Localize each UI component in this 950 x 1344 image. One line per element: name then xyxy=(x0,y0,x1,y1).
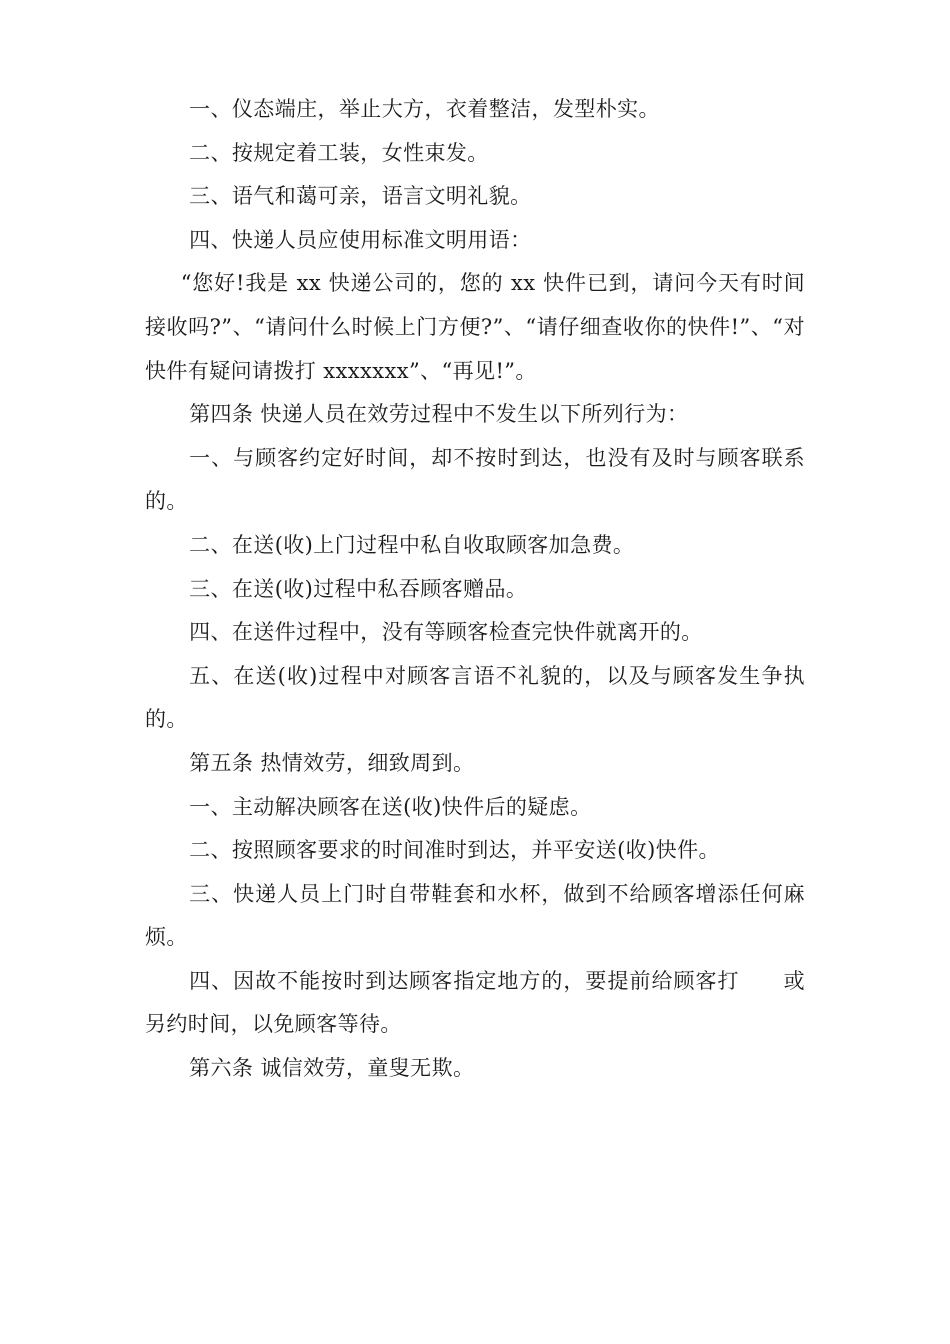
paragraph-courtesy: 五、在送(收)过程中对顾客言语不礼貌的，以及与顾客发生争执的。 xyxy=(145,663,805,732)
article-six-heading: 第六条 诚信效劳，童叟无欺。 xyxy=(189,1056,475,1081)
article-five-heading: 第五条 热情效劳，细致周到。 xyxy=(189,750,475,775)
document-body xyxy=(145,88,805,1091)
paragraph-standard-phrases: “您好!我是 xx 快递公司的，您的 xx 快件已到，请问今天有时间接收吗?”、“请问什么时候上门方便?”、“请仔细查收你的快件!”、“对快件有疑问请拨打 xxxxxxx”、“再见!”。 xyxy=(145,271,805,383)
paragraph-gift: 三、在送(收)过程中私吞顾客赠品。 xyxy=(189,576,528,601)
paragraph-uniform: 二、按规定着工装，女性束发。 xyxy=(189,140,489,165)
paragraph-express-fee: 二、在送(收)上门过程中私自收取顾客加急费。 xyxy=(189,532,635,557)
paragraph-resolve-concerns: 一、主动解决顾客在送(收)快件后的疑虑。 xyxy=(189,794,592,819)
paragraph-late-arrival: 一、与顾客约定好时间，却不按时到达，也没有及时与顾客联系的。 xyxy=(145,445,805,514)
paragraph-inspection: 四、在送件过程中，没有等顾客检查完快件就离开的。 xyxy=(189,620,703,645)
paragraph-appearance: 一、仪态端庄，举止大方，衣着整洁，发型朴实。 xyxy=(189,97,660,121)
paragraph-delay-notice: 四、因故不能按时到达顾客指定地方的，要提前给顾客打 或另约时间，以免顾客等待。 xyxy=(145,968,805,1037)
paragraph-tone: 三、语气和蔼可亲，语言文明礼貌。 xyxy=(189,184,532,209)
article-four-heading: 第四条 快递人员在效劳过程中不发生以下所列行为： xyxy=(189,402,689,427)
paragraph-on-time: 二、按照顾客要求的时间准时到达，并平安送(收)快件。 xyxy=(189,838,720,863)
paragraph-standard-language: 四、快递人员应使用标准文明用语： xyxy=(189,227,532,252)
paragraph-shoe-covers: 三、快递人员上门时自带鞋套和水杯，做到不给顾客增添任何麻烦。 xyxy=(145,881,805,950)
